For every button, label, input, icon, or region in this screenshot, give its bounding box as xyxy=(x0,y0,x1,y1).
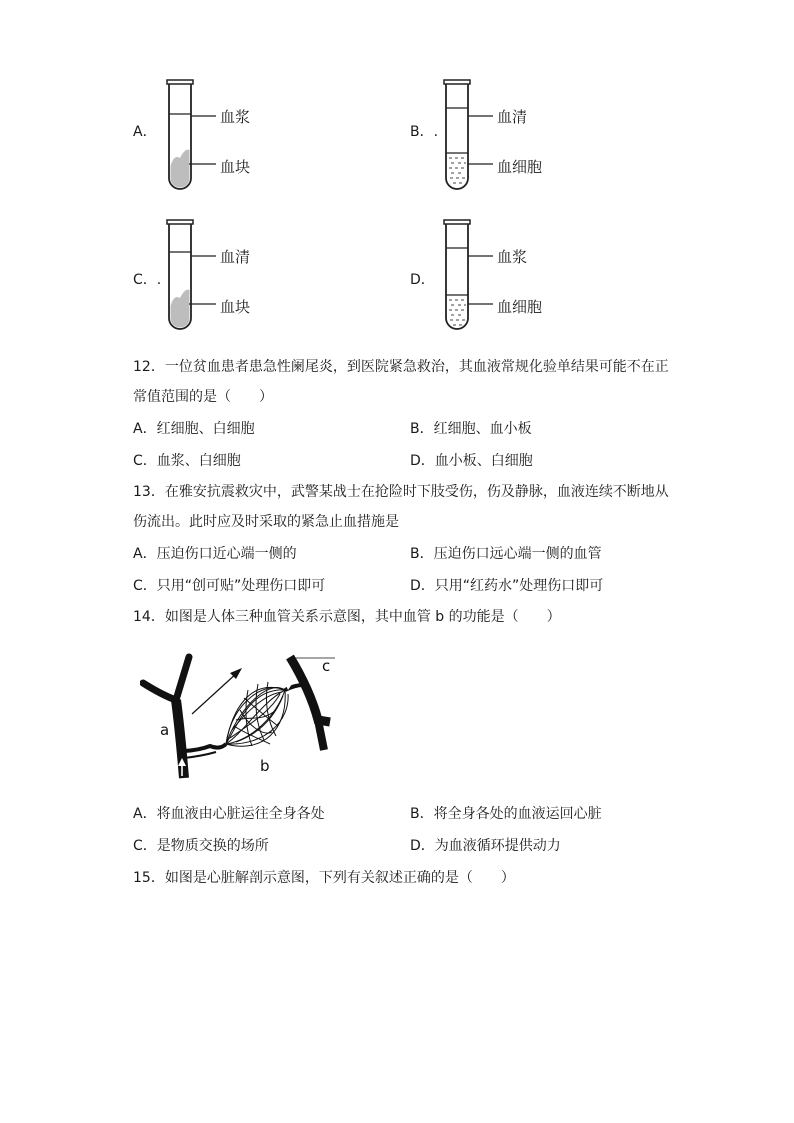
option-letter: C．. xyxy=(133,272,162,288)
blood-vessel-diagram xyxy=(140,650,345,782)
test-tube-figure-b xyxy=(437,78,557,198)
answer-option[interactable]: D．血小板、白细胞 xyxy=(410,453,533,469)
tube-top-label: 血浆 xyxy=(497,248,528,266)
vessel-label-a: a xyxy=(160,721,170,739)
answer-option[interactable]: B．红细胞、血小板 xyxy=(410,421,532,437)
question-12-stem-line1: 12．一位贫血患者患急性阑尾炎，到医院紧急救治，其血液常规化验单结果可能不在正 xyxy=(133,359,669,375)
tube-top-label: 血清 xyxy=(220,248,251,266)
test-tube-figure-d xyxy=(437,218,557,338)
question-12-stem-line2: 常值范围的是（ ） xyxy=(133,389,273,405)
tube-top-label: 血清 xyxy=(497,108,528,126)
tube-bottom-label: 血细胞 xyxy=(497,158,543,176)
question-13-stem-line1: 13．在雅安抗震救灾中，武警某战士在抢险时下肢受伤，伤及静脉，血液连续不断地从 xyxy=(133,484,669,500)
answer-option[interactable]: D．为血液循环提供动力 xyxy=(410,838,561,854)
answer-option[interactable]: A．将血液由心脏运往全身各处 xyxy=(133,806,325,822)
tube-bottom-label: 血细胞 xyxy=(497,298,543,316)
question-14-stem: 14．如图是人体三种血管关系示意图，其中血管 b 的功能是（ ） xyxy=(133,609,561,625)
answer-option[interactable]: B．压迫伤口远心端一侧的血管 xyxy=(410,546,602,562)
answer-option[interactable]: D．只用“红药水”处理伤口即可 xyxy=(410,578,604,594)
option-letter: D． xyxy=(410,272,435,288)
question-13-stem-line2: 伤流出。此时应及时采取的紧急止血措施是 xyxy=(133,514,399,530)
question-15-stem: 15．如图是心脏解剖示意图，下列有关叙述正确的是（ ） xyxy=(133,870,515,886)
option-letter: A． xyxy=(133,124,157,140)
test-tube-figure-c xyxy=(160,218,280,338)
tube-bottom-label: 血块 xyxy=(220,158,251,176)
tube-top-label: 血浆 xyxy=(220,108,251,126)
answer-option[interactable]: C．是物质交换的场所 xyxy=(133,838,269,854)
answer-option[interactable]: A．红细胞、白细胞 xyxy=(133,421,255,437)
answer-option[interactable]: C．血浆、白细胞 xyxy=(133,453,241,469)
test-tube-figure-a xyxy=(160,78,280,198)
vessel-label-c: c xyxy=(322,657,331,675)
tube-bottom-label: 血块 xyxy=(220,298,251,316)
vessel-label-b: b xyxy=(260,757,270,775)
option-letter: B．. xyxy=(410,124,439,140)
answer-option[interactable]: C．只用“创可贴”处理伤口即可 xyxy=(133,578,326,594)
answer-option[interactable]: A．压迫伤口近心端一侧的 xyxy=(133,546,297,562)
answer-option[interactable]: B．将全身各处的血液运回心脏 xyxy=(410,806,602,822)
